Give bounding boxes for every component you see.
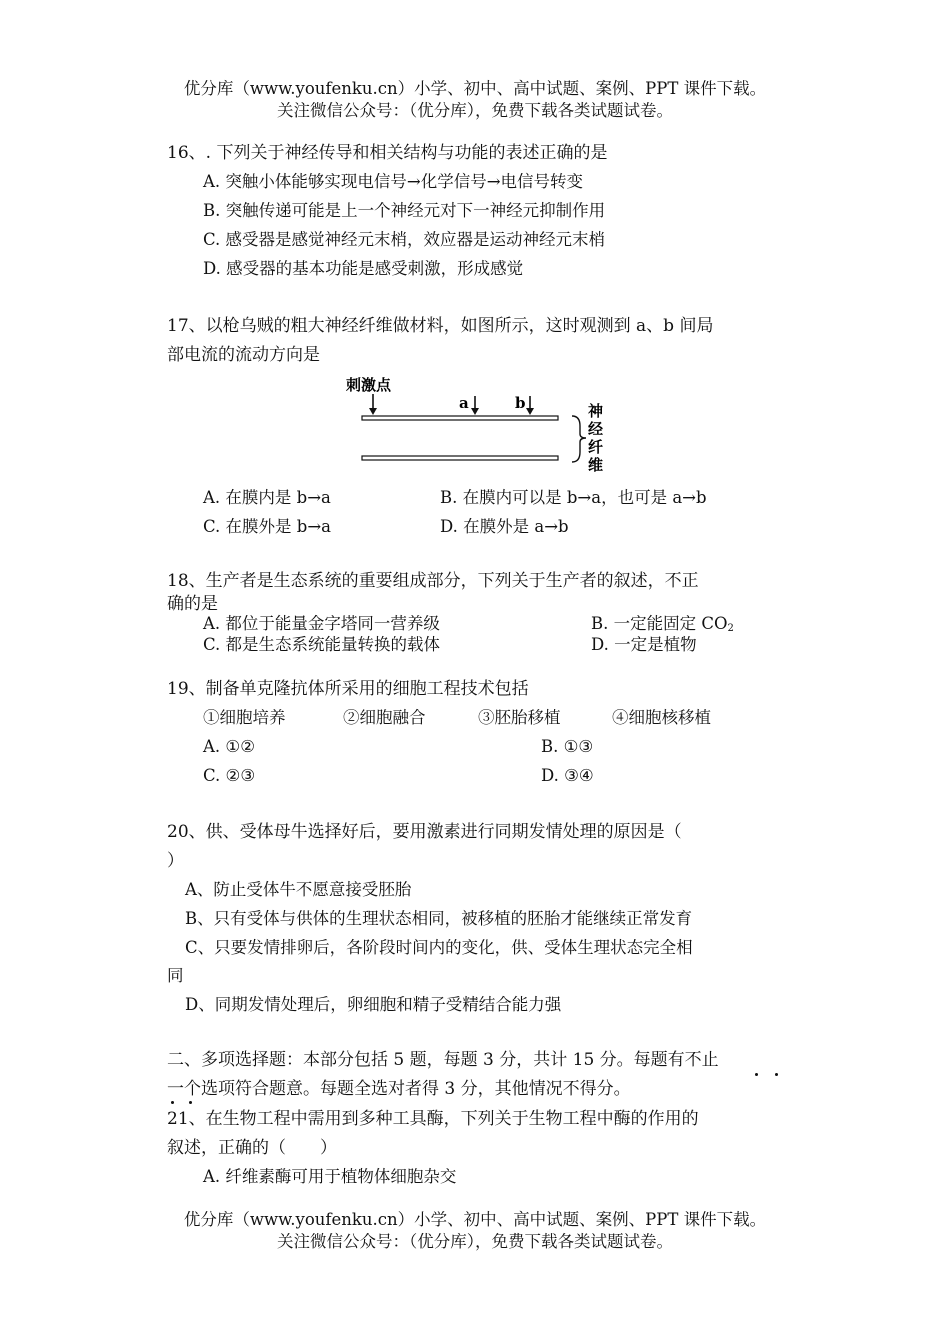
q17-option-a: A. 在膜内是 b→a [203,488,331,507]
point-a-label: a [459,394,469,412]
q20-option-c-line-2: 同 [167,966,184,985]
emphasis-dot [755,1073,758,1076]
q19-item-4: ④细胞核移植 [612,708,711,727]
q18-stem-line-2: 确的是 [167,594,218,614]
point-a-arrow-head [471,408,479,415]
q16-stem: 16、. 下列关于神经传导和相关结构与功能的表述正确的是 [167,143,608,163]
q21-stem-line-1: 21、在生物工程中需用到多种工具酶，下列关于生物工程中酶的作用的 [167,1109,699,1129]
q18-option-a: A. 都位于能量金字塔同一营养级 [203,614,440,633]
emphasis-dot [189,1101,192,1104]
fiber-label-2: 经 [588,420,604,438]
fiber-label-3: 纤 [588,438,604,456]
footer-line-2: 关注微信公众号：（优分库），免费下载各类试题试卷。 [277,1232,673,1251]
nerve-fiber-figure [340,372,620,482]
q17-stem-line-2: 部电流的流动方向是 [167,345,320,365]
point-b-arrow-head [526,408,534,415]
q18-option-c: C. 都是生态系统能量转换的载体 [203,635,441,654]
q18-stem-line-1: 18、生产者是生态系统的重要组成部分，下列关于生产者的叙述，不正 [167,571,699,591]
q21-option-a: A. 纤维素酶可用于植物体细胞杂交 [203,1167,457,1186]
q21-stem-line-2: 叙述，正确的（ ） [167,1138,337,1158]
fiber-upper-membrane [362,416,558,420]
emphasis-dot [171,1101,174,1104]
q16-option-c: C. 感受器是感觉神经元末梢，效应器是运动神经元末梢 [203,230,606,249]
q19-item-1: ①细胞培养 [203,708,286,727]
q19-option-a: A. ①② [203,737,255,756]
q19-item-2: ②细胞融合 [343,708,426,727]
q19-item-3: ③胚胎移植 [478,708,561,727]
q18-option-b [591,616,734,634]
q17-option-b: B. 在膜内可以是 b→a，也可是 a→b [440,488,707,507]
q19-option-c: C. ②③ [203,766,256,785]
q20-option-a: A、防止受体牛不愿意接受胚胎 [185,880,412,899]
point-b-label: b [515,394,526,412]
q20-option-b: B、只有受体与供体的生理状态相同，被移植的胚胎才能继续正常发育 [185,909,693,928]
q17-stem-line-1: 17、以枪乌贼的粗大神经纤维做材料，如图所示，这时观测到 a、b 间局 [167,316,714,336]
q18-option-d: D. 一定是植物 [591,635,697,654]
q18-option-b-subscript: 2 [727,623,734,634]
footer-line-1: 优分库（www.youfenku.cn）小学、初中、高中试题、案例、PPT 课件下载。 [183,1210,767,1229]
emphasis-dot [775,1073,778,1076]
q17-option-c: C. 在膜外是 b→a [203,517,331,536]
stimulus-point-label: 刺激点 [346,376,392,394]
q20-option-d: D、同期发情处理后，卵细胞和精子受精结合能力强 [185,995,562,1014]
fiber-label-4: 维 [588,456,604,474]
fiber-label-1: 神 [588,402,604,420]
q19-stem: 19、制备单克隆抗体所采用的细胞工程技术包括 [167,679,529,699]
section2-intro-line-2: 一个选项符合题意。每题全选对者得 3 分，其他情况不得分。 [167,1079,631,1099]
q20-option-c-line-1: C、只要发情排卵后，各阶段时间内的变化，供、受体生理状态完全相 [185,938,693,957]
header-line-2: 关注微信公众号：（优分库），免费下载各类试题试卷。 [277,101,673,120]
fiber-lower-membrane [362,456,558,460]
q16-option-b: B. 突触传递可能是上一个神经元对下一神经元抑制作用 [203,201,606,220]
q16-option-d: D. 感受器的基本功能是感受刺激，形成感觉 [203,259,524,278]
header-line-1: 优分库（www.youfenku.cn）小学、初中、高中试题、案例、PPT 课件下载。 [183,79,767,98]
q19-option-d: D. ③④ [541,766,594,785]
q19-option-b: B. ①③ [541,737,594,756]
q20-stem-line-2: ） [167,851,184,871]
q20-stem-line-1: 20、供、受体母牛选择好后，要用激素进行同期发情处理的原因是（ [167,822,682,842]
q17-option-d: D. 在膜外是 a→b [440,517,569,536]
stimulus-arrow-head [369,408,377,415]
fiber-brace [572,416,586,462]
section2-intro-line-1: 二、多项选择题：本部分包括 5 题，每题 3 分，共计 15 分。每题有不止 [167,1050,719,1070]
q18-option-b-text: B. 一定能固定 CO [591,614,728,633]
q16-option-a: A. 突触小体能够实现电信号→化学信号→电信号转变 [203,172,584,191]
